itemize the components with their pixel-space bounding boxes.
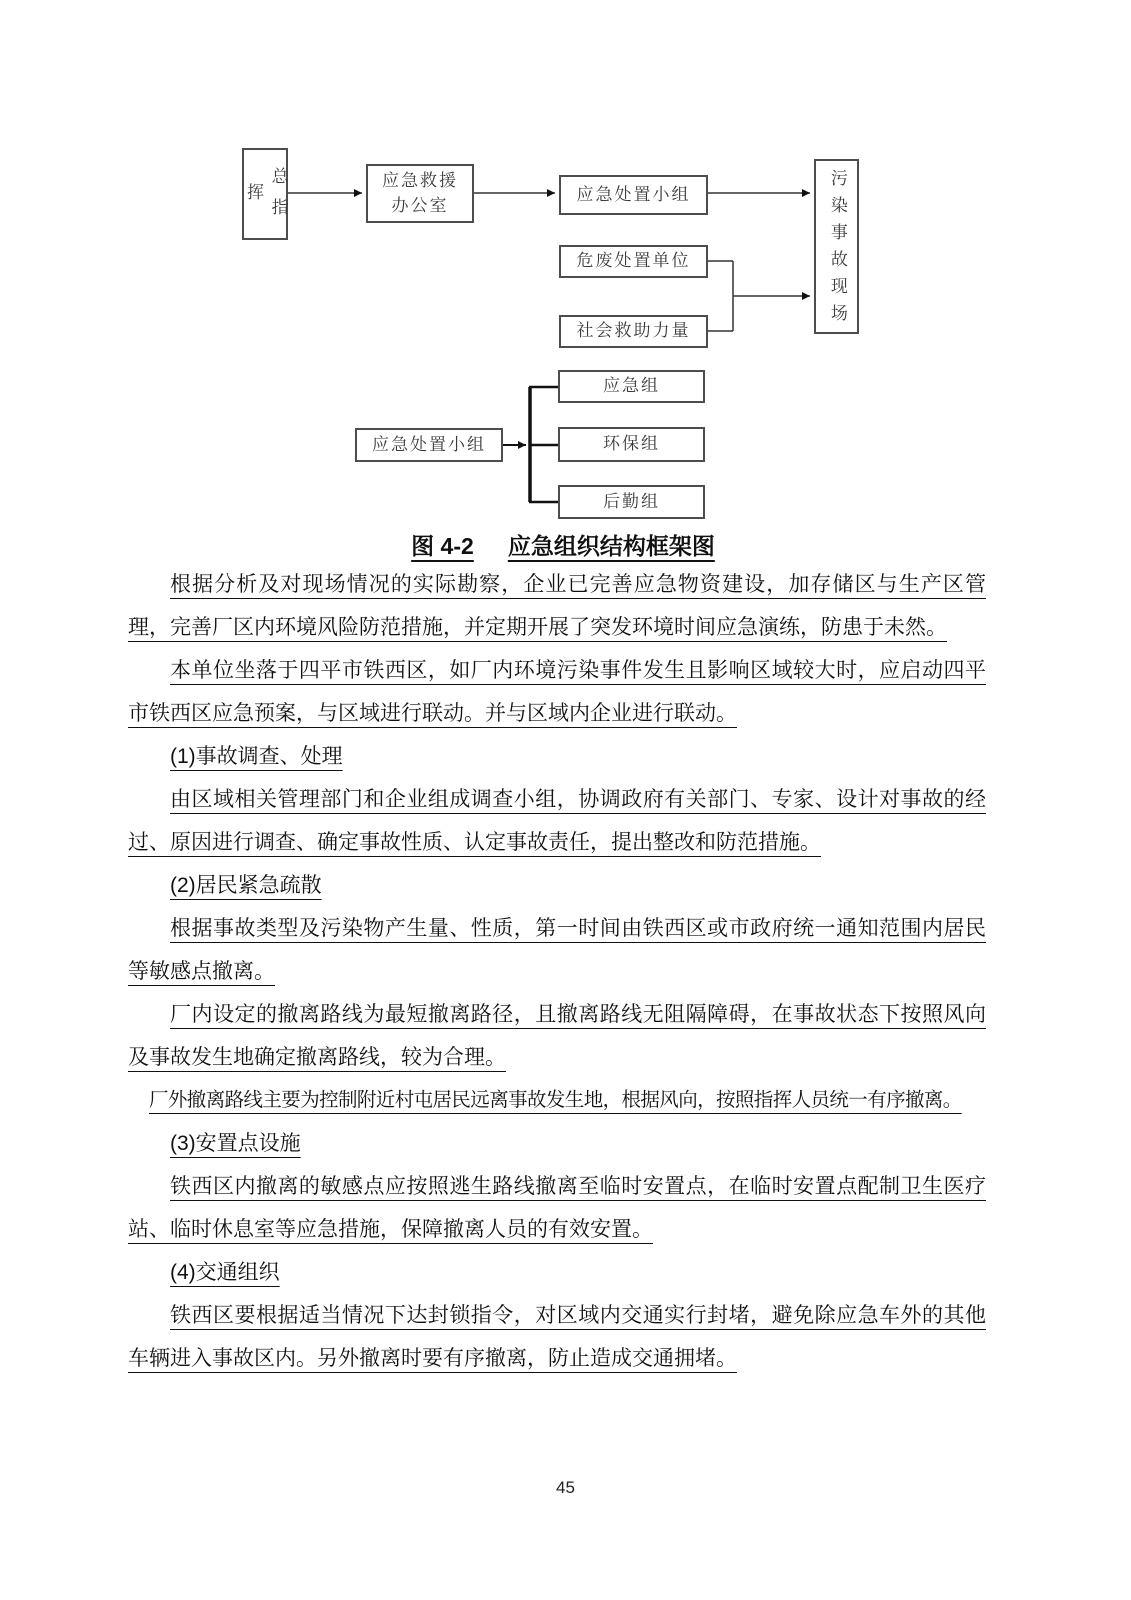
paragraph: [128, 993, 986, 1079]
paragraph-text: 本单位坐落于四平市铁西区，如厂内环境污染事件发生且影响区域较大时，应启动四平市铁西区应急预案，与区域进行联动。并与区域内企业进行联动。: [128, 659, 986, 725]
node-label-line2: 办公室: [391, 195, 449, 215]
paragraph: [128, 778, 986, 864]
node-label: 危废处置单位: [576, 251, 691, 271]
node-label: 应急组: [603, 376, 660, 396]
figure-caption: [128, 528, 998, 561]
section-heading: [128, 1122, 986, 1165]
body-text: [128, 563, 986, 1380]
paragraph-text: 铁西区要根据适当情况下达封锁指令，对区域内交通实行封堵，避免除应急车外的其他车辆进入事故区内。另外撤离时要有序撤离，防止造成交通拥堵。: [128, 1304, 986, 1370]
paragraph-text: 厂外撤离路线主要为控制附近村屯居民远离事故发生地，根据风向，按照指挥人员统一有序撤离。: [149, 1089, 962, 1111]
paragraph-text: 铁西区内撤离的敏感点应按照逃生路线撤离至临时安置点，在临时安置点配制卫生医疗站、临时休息室等应急措施，保障撤离人员的有效安置。: [128, 1175, 986, 1241]
paragraph-text: (4)交通组织: [170, 1261, 280, 1284]
figure-caption-title: 应急组织结构框架图: [507, 533, 715, 559]
node-label: 环保组: [603, 434, 660, 454]
paragraph-text: 厂内设定的撤离路线为最短撤离路径，且撤离路线无阻隔障碍，在事故状态下按照风向及事故发生地确定撤离路线，较为合理。: [128, 1003, 986, 1069]
node-label: 社会救助力量: [576, 321, 691, 341]
node-label: 应急处置小组: [372, 434, 486, 454]
section-heading: [128, 864, 986, 907]
paragraph-text: (3)安置点设施: [170, 1132, 301, 1155]
paragraph: [128, 907, 986, 993]
node-label: 污染事故现场: [827, 168, 847, 331]
node-label: 后勤组: [603, 491, 660, 511]
paragraph: [128, 1165, 986, 1251]
node-environment-group: [558, 427, 705, 462]
paragraph-text: (2)居民紧急疏散: [170, 874, 322, 897]
section-heading: [128, 735, 986, 778]
node-chief-commander: [242, 148, 288, 240]
node-logistics-group: [558, 485, 705, 519]
paragraph-text: 由区域相关管理部门和企业组成调查小组，协调政府有关部门、专家、设计对事故的经过、原因进行调查、确定事故性质、认定事故责任，提出整改和防范措施。: [128, 788, 986, 854]
node-label: 应急处置小组: [576, 184, 691, 204]
node-response-team-lower: [355, 428, 503, 462]
paragraph-text: 根据分析及对现场情况的实际勘察，企业已完善应急物资建设，加存储区与生产区管理，完善厂区内环境风险防范措施，并定期开展了突发环境时间应急演练，防患于未然。: [128, 573, 986, 639]
paragraph-text: 根据事故类型及污染物产生量、性质，第一时间由铁西区或市政府统一通知范围内居民等敏感点撤离。: [128, 917, 986, 983]
flowchart-connectors: [0, 0, 1131, 560]
node-label-line1: 应急救援: [382, 170, 458, 190]
node-emergency-rescue-office: [366, 164, 474, 223]
paragraph: [128, 649, 986, 735]
flowchart-figure: [0, 0, 1131, 560]
node-response-team-upper: [559, 175, 708, 215]
node-label: 总指挥: [244, 167, 288, 229]
section-heading: [128, 1251, 986, 1294]
paragraph: [128, 1294, 986, 1380]
node-hazwaste-disposal-unit: [559, 245, 708, 278]
paragraph: [128, 563, 986, 649]
figure-caption-label: 图 4-2: [411, 533, 474, 559]
page-number: 45: [556, 1478, 575, 1497]
node-emergency-group: [558, 370, 705, 403]
paragraph-text: (1)事故调查、处理: [170, 745, 343, 768]
node-social-rescue-force: [559, 315, 708, 348]
node-pollution-accident-site: [814, 159, 859, 334]
paragraph: [128, 1079, 986, 1122]
